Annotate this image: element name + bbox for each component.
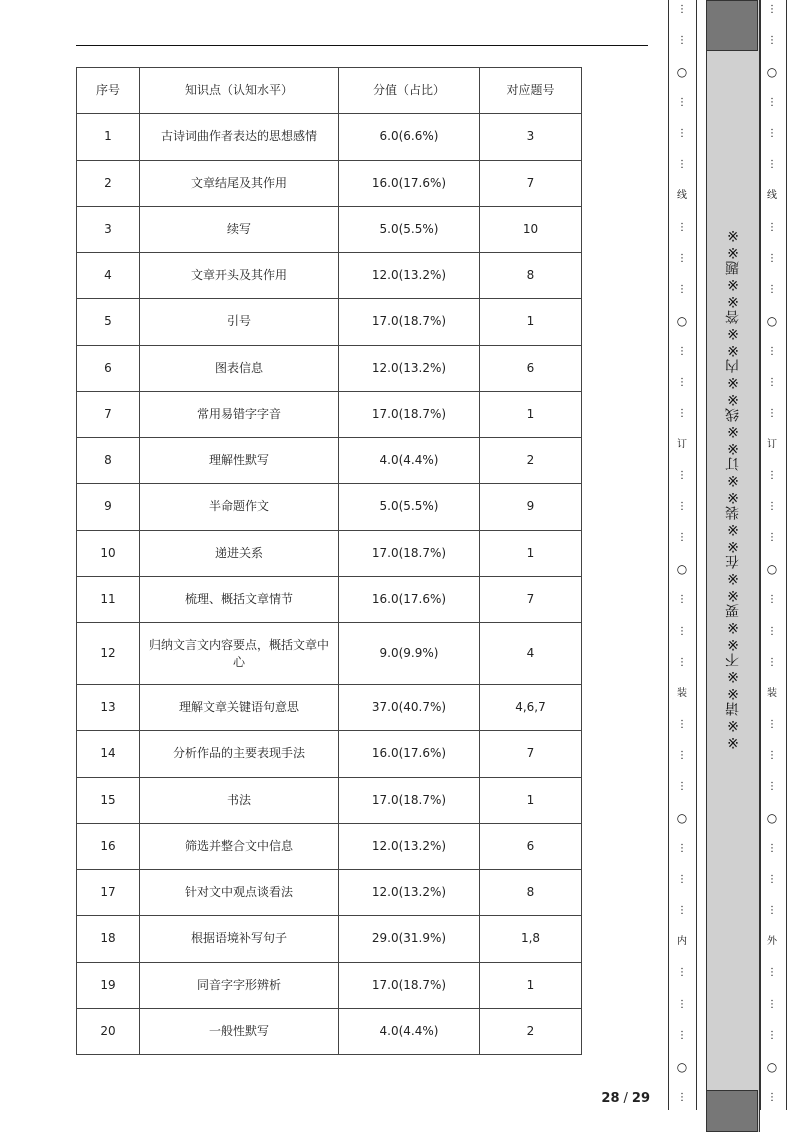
table-cell: 6	[480, 823, 582, 869]
binding-dot: ⋮	[677, 470, 687, 482]
knowledge-point-table	[76, 67, 582, 1055]
table-header-cell: 知识点（认知水平）	[140, 68, 339, 114]
table-cell: 1,8	[480, 916, 582, 962]
binding-dot: ⋮	[767, 221, 777, 233]
table-cell: 12.0(13.2%)	[339, 253, 480, 299]
binding-hole-circle: ○	[766, 65, 778, 80]
binding-dot: ⋮	[677, 967, 687, 979]
binding-label: 线	[767, 190, 777, 202]
table-cell: 12.0(13.2%)	[339, 823, 480, 869]
binding-dot: ⋮	[767, 35, 777, 47]
binding-label: 内	[677, 936, 687, 948]
binding-dot: ⋮	[677, 252, 687, 264]
table-cell: 8	[77, 438, 140, 484]
table-cell: 10	[77, 530, 140, 576]
binding-dot: ⋮	[767, 1029, 777, 1041]
table-cell: 29.0(31.9%)	[339, 916, 480, 962]
binding-dot: ⋮	[767, 905, 777, 917]
table-header-cell: 序号	[77, 68, 140, 114]
binding-dot: ⋮	[677, 874, 687, 886]
table-row	[77, 530, 582, 576]
page-current: 28	[601, 1091, 620, 1106]
table-cell: 13	[77, 685, 140, 731]
table-row	[77, 1008, 582, 1054]
table-cell: 3	[77, 206, 140, 252]
binding-label: 装	[767, 687, 777, 699]
table-cell: 19	[77, 962, 140, 1008]
table-cell: 半命题作文	[140, 484, 339, 530]
table-cell: 2	[480, 438, 582, 484]
binding-strip-cap-bottom	[706, 1090, 758, 1132]
binding-dot: ⋮	[677, 843, 687, 855]
table-row	[77, 777, 582, 823]
binding-dot: ⋮	[677, 97, 687, 109]
table-cell: 16.0(17.6%)	[339, 576, 480, 622]
binding-dot: ⋮	[767, 1091, 777, 1103]
table-cell: 8	[480, 870, 582, 916]
table-cell: 文章开头及其作用	[140, 253, 339, 299]
binding-dot: ⋮	[677, 998, 687, 1010]
table-row	[77, 160, 582, 206]
binding-dot: ⋮	[767, 594, 777, 606]
page-number	[580, 1091, 650, 1106]
table-cell: 5.0(5.5%)	[339, 484, 480, 530]
binding-dot: ⋮	[767, 128, 777, 140]
table-row	[77, 962, 582, 1008]
table-cell: 6	[480, 345, 582, 391]
binding-line-outer-right	[786, 0, 787, 1110]
binding-notice-text: ※※请※※不※※要※※在※※装※※订※※线※※内※※答※※题※※	[725, 226, 741, 750]
binding-dot: ⋮	[677, 905, 687, 917]
binding-hole-circle: ○	[676, 562, 688, 577]
table-cell: 17.0(18.7%)	[339, 962, 480, 1008]
binding-label: 订	[767, 439, 777, 451]
table-cell: 4	[480, 623, 582, 685]
table-row	[77, 484, 582, 530]
binding-dot: ⋮	[767, 470, 777, 482]
binding-dot: ⋮	[677, 501, 687, 513]
binding-dot: ⋮	[677, 718, 687, 730]
table-cell: 理解性默写	[140, 438, 339, 484]
binding-hole-circle: ○	[676, 1059, 688, 1074]
table-cell: 1	[480, 530, 582, 576]
binding-dotted-column-inner	[673, 4, 691, 1104]
table-row	[77, 345, 582, 391]
table-cell: 文章结尾及其作用	[140, 160, 339, 206]
table-row	[77, 623, 582, 685]
binding-dot: ⋮	[767, 408, 777, 420]
table-cell: 分析作品的主要表现手法	[140, 731, 339, 777]
table-cell: 16	[77, 823, 140, 869]
binding-dot: ⋮	[767, 532, 777, 544]
table-row	[77, 823, 582, 869]
binding-dot: ⋮	[677, 408, 687, 420]
table-cell: 书法	[140, 777, 339, 823]
table-cell: 18	[77, 916, 140, 962]
table-cell: 37.0(40.7%)	[339, 685, 480, 731]
table-cell: 递进关系	[140, 530, 339, 576]
binding-dot: ⋮	[677, 376, 687, 388]
binding-label: 装	[677, 687, 687, 699]
binding-dot: ⋮	[677, 283, 687, 295]
binding-dot: ⋮	[767, 998, 777, 1010]
binding-dot: ⋮	[677, 159, 687, 171]
table-cell: 17	[77, 870, 140, 916]
table-cell: 根据语境补写句子	[140, 916, 339, 962]
table-cell: 6.0(6.6%)	[339, 114, 480, 160]
binding-label: 订	[677, 439, 687, 451]
table-cell: 17.0(18.7%)	[339, 299, 480, 345]
binding-dot: ⋮	[767, 967, 777, 979]
binding-line-inner-left	[668, 0, 669, 1110]
table-cell: 筛选并整合文中信息	[140, 823, 339, 869]
table-cell: 9	[480, 484, 582, 530]
binding-hole-circle: ○	[766, 313, 778, 328]
table-cell: 理解文章关键语句意思	[140, 685, 339, 731]
table-row	[77, 576, 582, 622]
table-row	[77, 206, 582, 252]
binding-hole-circle: ○	[766, 811, 778, 826]
table-row	[77, 253, 582, 299]
table-cell: 5	[77, 299, 140, 345]
binding-dot: ⋮	[677, 4, 687, 15]
binding-dot: ⋮	[677, 625, 687, 637]
table-cell: 20	[77, 1008, 140, 1054]
table-cell: 9	[77, 484, 140, 530]
binding-strip-cap-top	[706, 0, 758, 51]
table-cell: 2	[480, 1008, 582, 1054]
table-cell: 7	[480, 160, 582, 206]
table-cell: 7	[77, 391, 140, 437]
table-cell: 续写	[140, 206, 339, 252]
binding-dot: ⋮	[677, 35, 687, 47]
binding-dot: ⋮	[677, 780, 687, 792]
table-row	[77, 916, 582, 962]
table-cell: 4	[77, 253, 140, 299]
binding-dot: ⋮	[677, 221, 687, 233]
table-row	[77, 299, 582, 345]
page-total: 29	[631, 1091, 650, 1106]
binding-dot: ⋮	[677, 656, 687, 668]
table-cell: 7	[480, 731, 582, 777]
binding-dot: ⋮	[767, 843, 777, 855]
table-cell: 6	[77, 345, 140, 391]
table-header-cell: 分值（占比）	[339, 68, 480, 114]
binding-dot: ⋮	[677, 532, 687, 544]
table-cell: 5.0(5.5%)	[339, 206, 480, 252]
binding-dot: ⋮	[677, 1091, 687, 1103]
binding-line-outer-left	[760, 0, 761, 1110]
table-header-row	[77, 68, 582, 114]
table-cell: 17.0(18.7%)	[339, 391, 480, 437]
table-cell: 8	[480, 253, 582, 299]
table-cell: 常用易错字字音	[140, 391, 339, 437]
binding-hole-circle: ○	[676, 313, 688, 328]
table-cell: 2	[77, 160, 140, 206]
table-cell: 古诗词曲作者表达的思想感情	[140, 114, 339, 160]
binding-hole-circle: ○	[676, 811, 688, 826]
table-cell: 同音字字形辨析	[140, 962, 339, 1008]
table-cell: 一般性默写	[140, 1008, 339, 1054]
table-cell: 归纳文言文内容要点，概括文章中心	[140, 623, 339, 685]
table-cell: 1	[480, 299, 582, 345]
table-cell: 17.0(18.7%)	[339, 530, 480, 576]
table-cell: 16.0(17.6%)	[339, 160, 480, 206]
binding-dot: ⋮	[677, 345, 687, 357]
binding-dot: ⋮	[767, 749, 777, 761]
binding-dot: ⋮	[767, 780, 777, 792]
binding-dot: ⋮	[677, 594, 687, 606]
table-cell: 4,6,7	[480, 685, 582, 731]
binding-dot: ⋮	[677, 1029, 687, 1041]
table-row	[77, 114, 582, 160]
binding-line-inner-right	[696, 0, 697, 1110]
binding-dot: ⋮	[767, 97, 777, 109]
binding-dot: ⋮	[767, 283, 777, 295]
binding-dot: ⋮	[767, 252, 777, 264]
table-cell: 10	[480, 206, 582, 252]
page-separator: /	[623, 1091, 628, 1106]
table-cell: 16.0(17.6%)	[339, 731, 480, 777]
binding-hole-circle: ○	[676, 65, 688, 80]
binding-dot: ⋮	[767, 376, 777, 388]
binding-dot: ⋮	[767, 345, 777, 357]
binding-hole-circle: ○	[766, 562, 778, 577]
table-cell: 针对文中观点谈看法	[140, 870, 339, 916]
binding-label: 外	[767, 936, 777, 948]
binding-dot: ⋮	[677, 128, 687, 140]
table-cell: 14	[77, 731, 140, 777]
table-row	[77, 731, 582, 777]
binding-hole-circle: ○	[766, 1059, 778, 1074]
table-cell: 1	[480, 391, 582, 437]
table-cell: 3	[480, 114, 582, 160]
table-cell: 15	[77, 777, 140, 823]
table-cell: 引号	[140, 299, 339, 345]
binding-dot: ⋮	[767, 159, 777, 171]
table-cell: 9.0(9.9%)	[339, 623, 480, 685]
table-header-cell: 对应题号	[480, 68, 582, 114]
table-row	[77, 391, 582, 437]
binding-dot: ⋮	[767, 501, 777, 513]
table-cell: 1	[480, 777, 582, 823]
table-row	[77, 685, 582, 731]
binding-dot: ⋮	[767, 656, 777, 668]
binding-label: 线	[677, 190, 687, 202]
header-rule	[76, 45, 648, 46]
table-cell: 11	[77, 576, 140, 622]
table-cell: 梳理、概括文章情节	[140, 576, 339, 622]
table-cell: 7	[480, 576, 582, 622]
table-cell: 17.0(18.7%)	[339, 777, 480, 823]
binding-dot: ⋮	[767, 4, 777, 15]
table-row	[77, 438, 582, 484]
table-row	[77, 870, 582, 916]
table-cell: 12	[77, 623, 140, 685]
table-cell: 4.0(4.4%)	[339, 438, 480, 484]
table-cell: 12.0(13.2%)	[339, 345, 480, 391]
table-cell: 图表信息	[140, 345, 339, 391]
table-cell: 1	[480, 962, 582, 1008]
table-cell: 12.0(13.2%)	[339, 870, 480, 916]
table-cell: 1	[77, 114, 140, 160]
binding-dot: ⋮	[677, 749, 687, 761]
binding-dot: ⋮	[767, 625, 777, 637]
binding-dotted-column-outer	[763, 4, 781, 1104]
binding-dot: ⋮	[767, 874, 777, 886]
binding-dot: ⋮	[767, 718, 777, 730]
table-cell: 4.0(4.4%)	[339, 1008, 480, 1054]
